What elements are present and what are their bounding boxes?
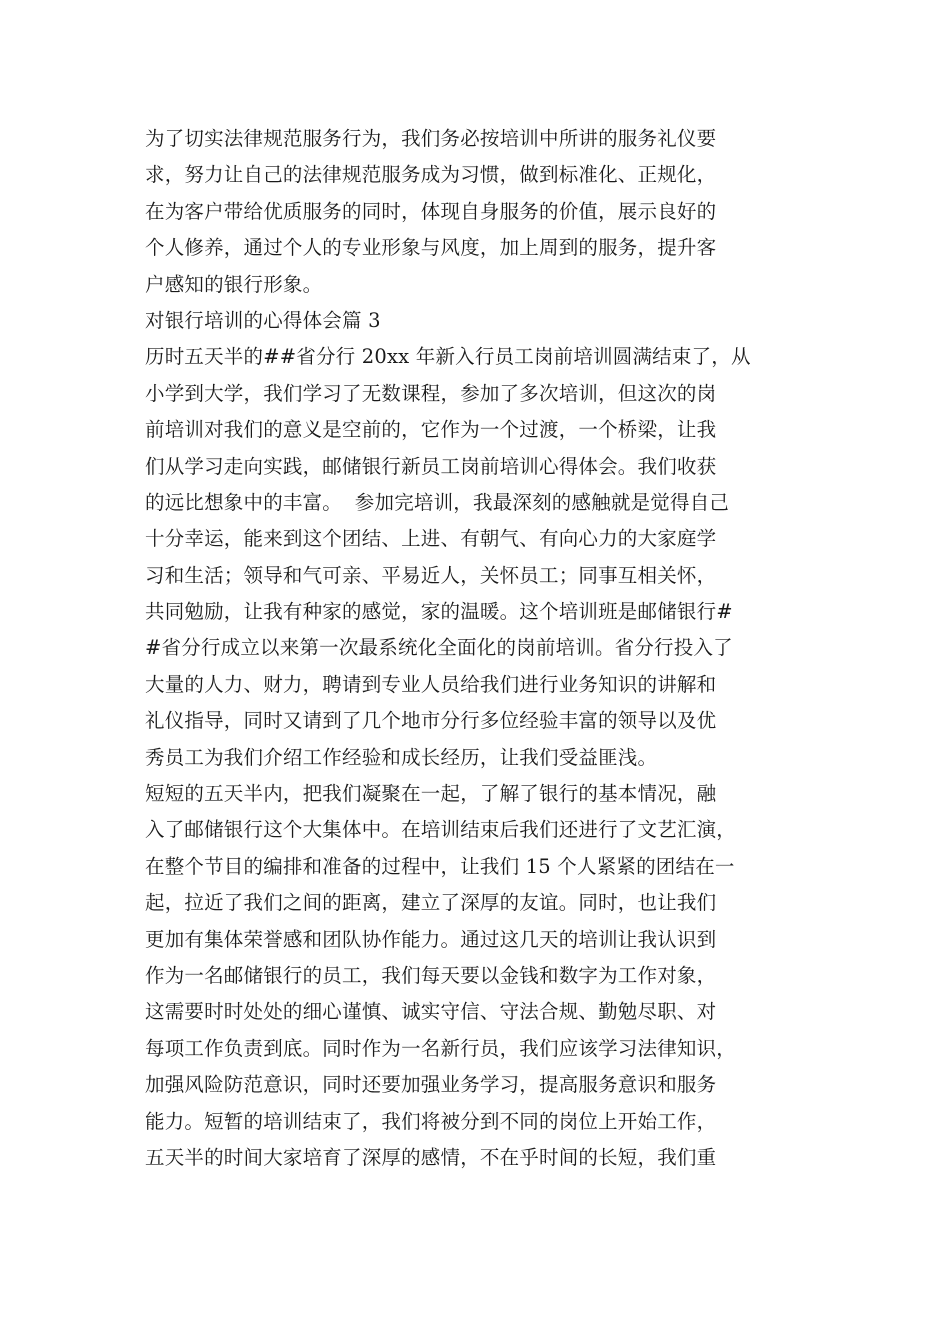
text-line: 秀员工为我们介绍工作经验和成长经历，让我们受益匪浅。: [145, 745, 658, 769]
text-line: 入了邮储银行这个大集体中。在培训结束后我们还进行了文艺汇演，: [145, 818, 737, 842]
text-line: 前培训对我们的意义是空前的，它作为一个过渡，一个桥梁，让我: [145, 418, 717, 442]
text-line: 更加有集体荣誉感和团队协作能力。通过这几天的培训让我认识到: [145, 927, 717, 951]
text-line: 每项工作负责到底。同时作为一名新行员，我们应该学习法律知识，: [145, 1036, 737, 1060]
text-line: 五天半的时间大家培育了深厚的感情，不在乎时间的长短，我们重: [145, 1145, 717, 1169]
text-line: 起，拉近了我们之间的距离，建立了深厚的友谊。同时，也让我们: [145, 891, 717, 915]
text-line: 十分幸运，能来到这个团结、上进、有朝气、有向心力的大家庭学: [145, 527, 717, 551]
text-line: 这需要时时处处的细心谨慎、诚实守信、守法合规、勤勉尽职、对: [145, 1000, 717, 1024]
text-line: 户感知的银行形象。: [145, 272, 323, 296]
text-line: 大量的人力、财力，聘请到专业人员给我们进行业务知识的讲解和: [145, 672, 717, 696]
section-heading: 对银行培训的心得体会篇 3: [145, 308, 381, 332]
text-line: 礼仪指导，同时又请到了几个地市分行多位经验丰富的领导以及优: [145, 709, 717, 733]
text-line: 在整个节目的编排和准备的过程中，让我们 15 个人紧紧的团结在一: [145, 854, 735, 878]
text-line: 习和生活；领导和气可亲、平易近人，关怀员工；同事互相关怀，: [145, 563, 717, 587]
text-line: 加强风险防范意识，同时还要加强业务学习，提高服务意识和服务: [145, 1073, 717, 1097]
text-line: 在为客户带给优质服务的同时，体现自身服务的价值，展示良好的: [145, 199, 717, 223]
text-line: 个人修养，通过个人的专业形象与风度，加上周到的服务，提升客: [145, 236, 717, 260]
text-line: 为了切实法律规范服务行为，我们务必按培训中所讲的服务礼仪要: [145, 127, 717, 150]
text-line: 短短的五天半内，把我们凝聚在一起，了解了银行的基本情况，融: [145, 782, 717, 806]
text-line: 们从学习走向实践，邮储银行新员工岗前培训心得体会。我们收获: [145, 454, 717, 478]
text-line: 求，努力让自己的法律规范服务成为习惯，做到标准化、正规化，: [145, 163, 717, 187]
text-line: 的远比想象中的丰富。 参加完培训，我最深刻的感触就是觉得自己: [145, 490, 730, 514]
text-line: 作为一名邮储银行的员工，我们每天要以金钱和数字为工作对象，: [145, 963, 717, 987]
text-line: 共同勉励，让我有种家的感觉，家的温暖。这个培训班是邮储银行#: [145, 600, 733, 624]
text-line: 小学到大学，我们学习了无数课程，参加了多次培训，但这次的岗: [145, 381, 717, 405]
text-line: 历时五天半的##省分行 20xx 年新入行员工岗前培训圆满结束了，从: [145, 345, 751, 369]
text-line: 能力。短暂的培训结束了，我们将被分到不同的岗位上开始工作，: [145, 1109, 717, 1133]
document-body: [145, 121, 810, 1176]
text-line: #省分行成立以来第一次最系统化全面化的岗前培训。省分行投入了: [145, 636, 733, 660]
